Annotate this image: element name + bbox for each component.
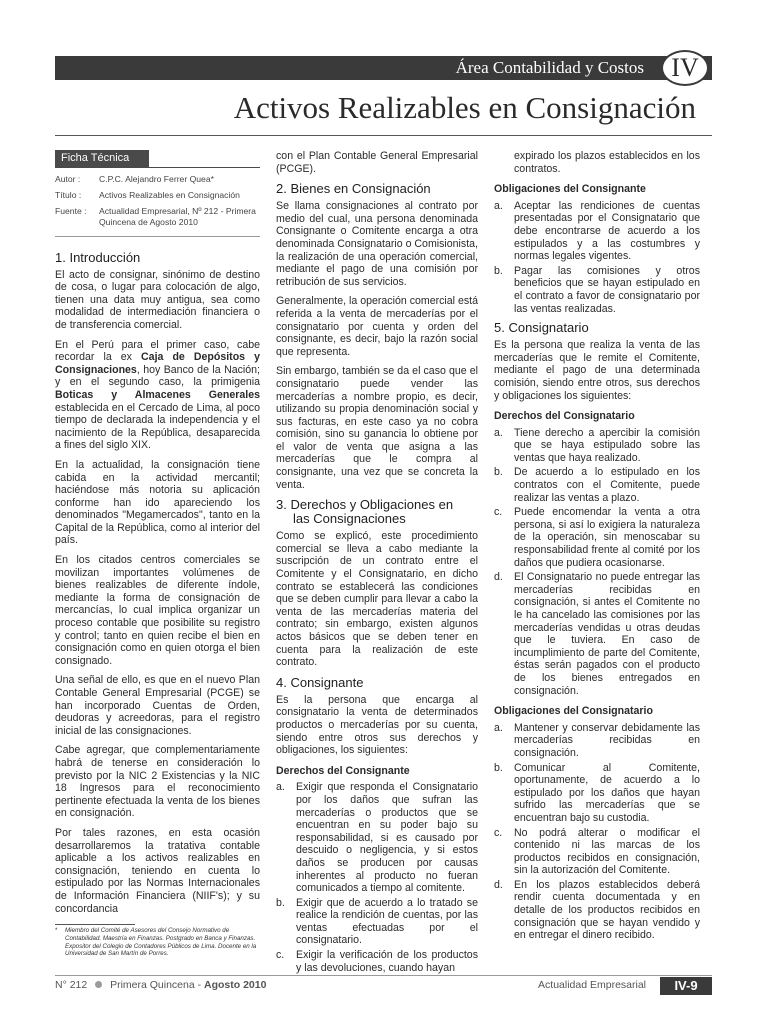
paragraph: Por tales razones, en esta ocasión desarrollaremos la tratativa contable aplicable a los activos realizables en consignación, teniendo en cuenta lo estipulado por las Normas Internacionales de Información Financiera (NIIF's); y su concordancia	[55, 826, 260, 915]
ficha-key: Fuente :	[55, 205, 87, 216]
list-item: a. Tiene derecho a apercibir la comisión que se haya estipulado sobre las ventas que haya realizado.	[494, 426, 700, 464]
section-badge: IV	[661, 50, 709, 86]
ficha-value: C.P.C. Alejandro Ferrer Quea*	[99, 173, 214, 184]
paragraph: Como se explicó, este procedimiento comercial se lleva a cabo mediante la suscripción de un contrato entre el Comitente y el Consignatario, en dicho contrato se establecerá las condiciones que se deben cumplir para llevar a cabo la venta de las mercaderías materia del contrato; sin embargo, existen algunos actos básicos que se deben tener en cuenta para la realización de este contrato.	[276, 530, 478, 669]
footnote-text: Miembro del Comité de Asesores del Consejo Normativo de Contabilidad. Maestría en Finanzas. Postgrado en Banca y Finanzas. Expositor del Colegio de Contadores Públicos de Lima. Docente en la Universidad de San Martín de Porres.	[65, 927, 257, 958]
heading-bienes: 2. Bienes en Consignación	[276, 181, 431, 197]
list-item: d. En los plazos establecidos deberá rendir cuenta documentada y en detalle de los productos recibidos en consignación que se hayan vendido y en entregar el dinero recibido.	[494, 878, 700, 942]
title-divider	[55, 135, 712, 136]
ficha-key: Autor :	[55, 173, 81, 184]
ficha-value: Activos Realizables en Consignación	[99, 189, 240, 200]
issue-info	[55, 979, 266, 991]
paragraph: Cabe agregar, que complementariamente habrá de tenerse en consideración lo previsto por la NIC 2 Existencias y la NIC 18 Ingresos para el reconocimiento pertinente efectuada la venta de los bienes en consignación.	[55, 744, 260, 820]
publication-name: Actualidad Empresarial	[538, 979, 646, 991]
paragraph: En la actualidad, la consignación tiene cabida en la actividad mercantil; haciéndose más notoria su aplicación conforme han ido apareciendo los denominados "Megamercados", tanto en la Capital de la República, como al interior del país.	[55, 458, 260, 547]
subheading-obligaciones-consignante: Obligaciones del Consignante	[494, 183, 646, 196]
list-item: c. Exigir la verificación de los productos y las devoluciones, cuando hayan	[276, 949, 478, 974]
list-item: b. Pagar las comisiones y otros beneficios que se hayan estipulado en el contrato a favor de consignatario por las ventas realizadas.	[494, 264, 700, 315]
ficha-row-fuente	[55, 206, 260, 228]
ficha-row-autor	[55, 174, 260, 185]
column-1	[55, 150, 260, 922]
list-item: a. Exigir que responda el Consignatario por los daños que sufran las mercaderías o productos que se encuentran en su poder bajo su responsabilidad, si es causado por descuido o negligencia, y si estos daños se producen por causas inherentes al producto no fueran comunicados a tiempo al comitente.	[276, 781, 478, 895]
ficha-divider	[55, 167, 260, 168]
author-footnote	[55, 927, 260, 958]
list-item: c. No podrá alterar o modificar el contenido ni las marcas de los productos recibidos en consignación, sin la autorización del Comitente.	[494, 826, 700, 877]
footer-divider	[55, 975, 712, 976]
paragraph: El acto de consignar, sinónimo de destino de cosa, o lugar para colocación de algo, tienen una data muy antigua, sea como modalidad de intermediación financiera o de transferencia comercial.	[55, 268, 260, 331]
column-3	[494, 150, 700, 948]
list-derechos-consignatario	[494, 427, 700, 697]
subheading-derechos-consignante: Derechos del Consignante	[276, 764, 410, 777]
paragraph: En el Perú para el primer caso, cabe recordar la ex Caja de Depósitos y Consignaciones, hoy Banco de la Nación; y en el segundo caso, la primigenia Boticas y Almacenes Generales establecida en el Cercado de Lima, al poco tiempo de declarada la independencia y el nacimiento de la República, desaparecida a fines del siglo XIX.	[55, 338, 261, 452]
heading-introduccion: 1. Introducción	[55, 249, 141, 265]
list-item: b. Exigir que de acuerdo a lo tratado se realice la rendición de cuentas, por las ventas efectuadas por el consignatario.	[276, 896, 478, 947]
area-label: Área Contabilidad y Costos	[455, 58, 644, 77]
list-item: a. Aceptar las rendiciones de cuentas presentadas por el Consignatario que debe encontrarse de acuerdo a los estipulados y a las costumbres y normas legales vigentes.	[494, 199, 700, 263]
heading-consignante: 4. Consignante	[276, 674, 364, 690]
heading-derechos-obligaciones: 3. Derechos y Obligaciones en las Consignaciones	[276, 497, 454, 527]
bullet-dot-icon	[95, 981, 102, 988]
footnote-marker: *	[55, 927, 58, 934]
paragraph: con el Plan Contable General Empresarial (PCGE).	[276, 150, 478, 175]
ficha-tecnica-title: Ficha Técnica	[55, 150, 149, 167]
edition-month: Agosto 2010	[204, 979, 267, 991]
paragraph: En los citados centros comerciales se movilizan importantes volúmenes de bienes realizables de diferente índole, mediante la forma de consignación de mercancías, lo cual implica organizar un proceso contable que posibilite su registro y control; tanto en quien recibe el bien en consignación como en quien otorga el bien consignado.	[55, 554, 260, 667]
list-obligaciones-consignante	[494, 200, 700, 315]
paragraph: Es la persona que encarga al consignatario la venta de determinados productos o mercaderías por su cuenta, siendo entre otros sus derechos y obligaciones, los siguientes:	[276, 693, 478, 757]
edition-label: Primera Quincena -	[110, 979, 205, 991]
ficha-value: Actualidad Empresarial, Nº 212 - Primera Quincena de Agosto 2010	[99, 205, 256, 227]
subheading-derechos-consignatario: Derechos del Consignatario	[494, 410, 635, 423]
ficha-key: Título :	[55, 189, 82, 200]
paragraph: Sin embargo, también se da el caso que el consignatario puede vender las mercaderías a nombre propio, es decir, utilizando su propia denominación social y sus facturas, en este caso ya no cobra comisión, sino su ganancia lo obtiene por el valor de venta que asigna a las mercaderías que le compra al consignante, una vez que se concreta la venta.	[276, 365, 478, 491]
paragraph: Generalmente, la operación comercial está referida a la venta de mercaderías por el consignatario por cuenta y orden del consignante, es decir, bajo la razón social que representa.	[276, 295, 478, 358]
paragraph: expirado los plazos establecidos en los contratos.	[514, 150, 700, 175]
ficha-bottom-divider	[55, 236, 260, 237]
list-item: d. El Consignatario no puede entregar las mercaderías recibidas en consignación, si antes el Comitente no le ha cancelado las comisiones por las mercaderías vendidas u otras deudas que le tuviera. En caso de incumplimiento de parte del Comitente, éstas serán pagados con el producto de los bienes entregados en consignación.	[494, 571, 700, 697]
list-item: c. Puede encomendar la venta a otra persona, si así lo exigiera la naturaleza de la operación, sin menoscabar su responsabilidad frente al comité por los daños que pudiera ocasionarse.	[494, 506, 700, 569]
heading-consignatario: 5. Consignatario	[494, 320, 589, 336]
ficha-row-titulo	[55, 190, 260, 201]
footnote-divider	[55, 924, 135, 925]
paragraph: Es la persona que realiza la venta de las mercaderías que le remite el Comitente, mediante el pago de una determinada comisión, siendo entre otros, sus derechos y obligaciones los siguientes:	[494, 339, 700, 402]
page-number: IV-9	[660, 977, 712, 995]
paragraph: Se llama consignaciones al contrato por medio del cual, una persona denominada Consignante o Comitente encarga a otra denominada Consignatario o Comisionista, la realización de una operación comercial, mediante el pago de una comisión por retribución de sus servicios.	[276, 200, 478, 288]
list-item: b. Comunicar al Comitente, oportunamente, de acuerdo a lo estipulado por los daños que hayan sufrido las mercaderías que se encuentran bajo su custodia.	[494, 761, 700, 824]
list-item: b. De acuerdo a lo estipulado en los contratos con el Comitente, puede realizar las ventas a plazo.	[494, 466, 700, 504]
issue-number: N° 212	[55, 979, 88, 991]
list-item: a. Mantener y conservar debidamente las mercaderías recibidas en consignación.	[494, 721, 700, 759]
bold-term: Boticas y Almacenes Generales	[55, 388, 260, 401]
list-derechos-consignante	[276, 781, 478, 974]
bold-term: Caja de Depósitos y Consignaciones	[55, 351, 261, 376]
subheading-obligaciones-consignatario: Obligaciones del Consignatario	[494, 705, 653, 718]
paragraph: Una señal de ello, es que en el nuevo Plan Contable General Empresarial (PCGE) se han incorporado Cuentas de Orden, deudoras y acreedoras, para el registro inicial de las consignaciones.	[55, 674, 260, 737]
list-obligaciones-consignatario	[494, 722, 700, 942]
column-2	[276, 150, 478, 980]
section-header-bar	[55, 56, 712, 80]
article-title: Activos Realizables en Consignación	[233, 90, 696, 125]
